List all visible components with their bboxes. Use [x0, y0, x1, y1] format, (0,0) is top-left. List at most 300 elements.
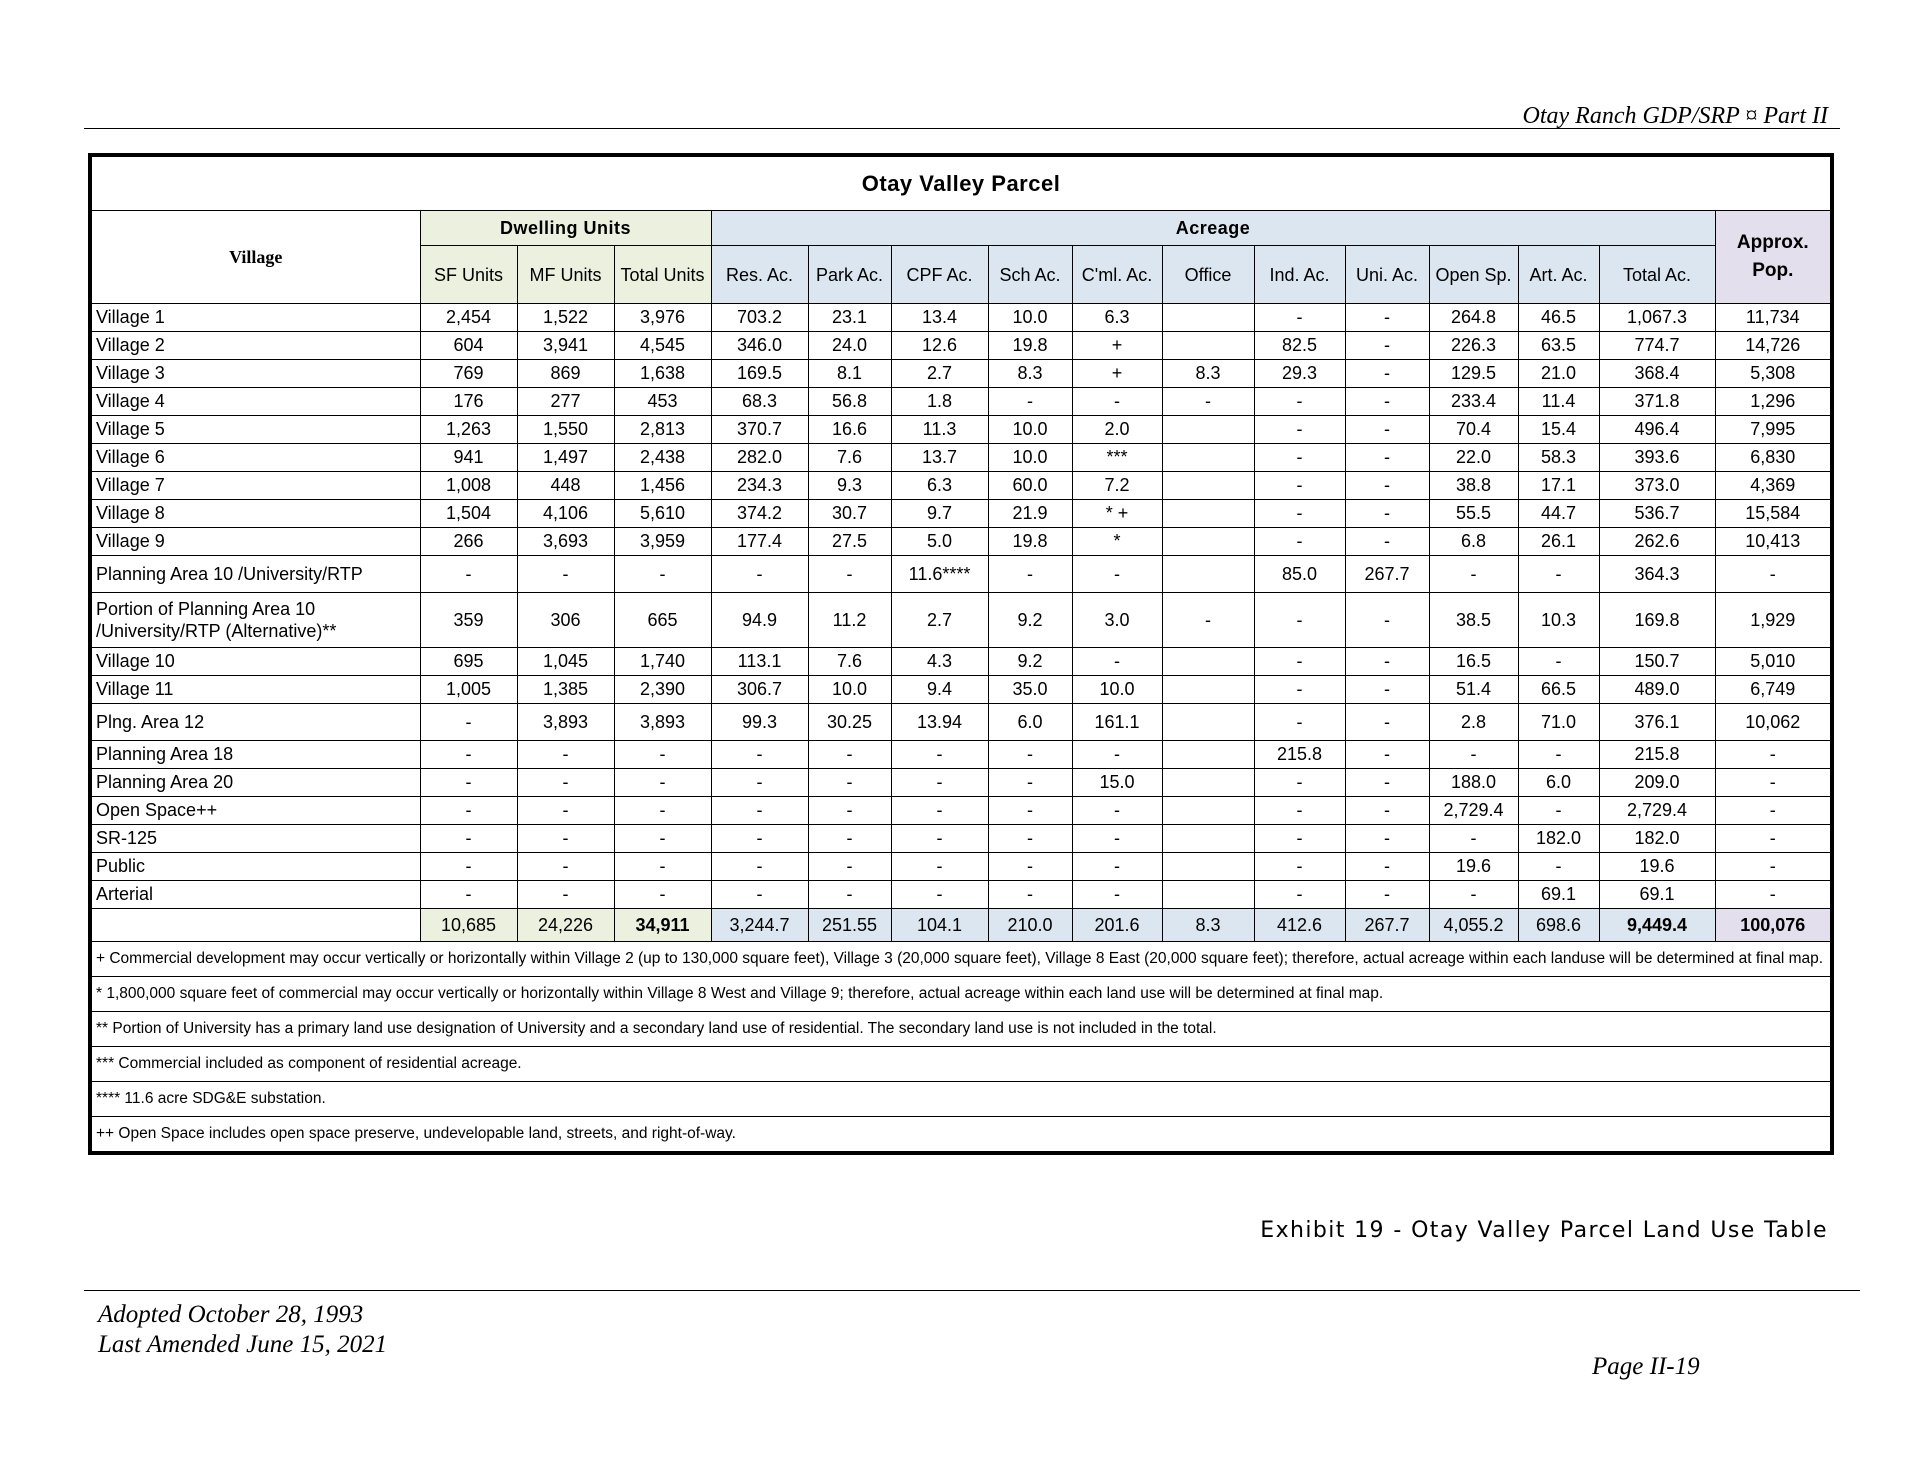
table-cell: 71.0: [1518, 704, 1599, 741]
table-cell: -: [808, 825, 891, 853]
table-cell: 46.5: [1518, 304, 1599, 332]
table-cell: 10.0: [988, 304, 1072, 332]
footnote-text: **** 11.6 acre SDG&E substation.: [90, 1082, 1832, 1117]
table-cell: 12.6: [891, 332, 988, 360]
column-header: Park Ac.: [808, 246, 891, 304]
table-cell: 226.3: [1429, 332, 1518, 360]
total-cell: 251.55: [808, 909, 891, 942]
table-cell: [1162, 676, 1254, 704]
village-name-cell: Village 5: [90, 416, 420, 444]
table-cell: 3,959: [614, 528, 711, 556]
table-cell: -: [891, 797, 988, 825]
table-cell: -: [1254, 528, 1345, 556]
footnote-text: ** Portion of University has a primary land use designation of University and a secondary land use of residential. The secondary land use is not included in the total.: [90, 1012, 1832, 1047]
table-row: [90, 304, 1832, 332]
table-cell: 24.0: [808, 332, 891, 360]
page-number: Page II-19: [1592, 1353, 1700, 1380]
table-row: [90, 556, 1832, 593]
table-cell: 7.6: [808, 648, 891, 676]
table-cell: [1162, 704, 1254, 741]
table-cell: 11.2: [808, 593, 891, 648]
table-cell: 68.3: [711, 388, 808, 416]
table-cell: 1,504: [420, 500, 517, 528]
footnote-text: * 1,800,000 square feet of commercial may occur vertically or horizontally within Village 8 West and Village 9; therefore, actual acreage within each land use will be determined at final map.: [90, 977, 1832, 1012]
table-cell: 70.4: [1429, 416, 1518, 444]
table-cell: 1,067.3: [1599, 304, 1715, 332]
table-cell: -: [1254, 648, 1345, 676]
table-cell: 21.0: [1518, 360, 1599, 388]
table-cell: -: [1518, 556, 1599, 593]
table-cell: 1,497: [517, 444, 614, 472]
table-cell: [1162, 304, 1254, 332]
table-cell: 306.7: [711, 676, 808, 704]
table-cell: -: [1345, 444, 1429, 472]
table-cell: -: [1072, 881, 1162, 909]
table-cell: -: [891, 741, 988, 769]
table-cell: 16.6: [808, 416, 891, 444]
table-cell: 17.1: [1518, 472, 1599, 500]
table-cell: 176: [420, 388, 517, 416]
table-cell: -: [1345, 881, 1429, 909]
table-cell: -: [1072, 797, 1162, 825]
table-cell: 15.4: [1518, 416, 1599, 444]
table-cell: -: [1072, 825, 1162, 853]
table-cell: -: [1518, 797, 1599, 825]
table-cell: 1,263: [420, 416, 517, 444]
table-cell: 6.0: [988, 704, 1072, 741]
table-cell: -: [1254, 704, 1345, 741]
village-name-cell: Village 7: [90, 472, 420, 500]
table-cell: 30.7: [808, 500, 891, 528]
table-cell: [1162, 332, 1254, 360]
table-cell: -: [614, 881, 711, 909]
table-cell: -: [517, 853, 614, 881]
table-cell: 11.4: [1518, 388, 1599, 416]
table-cell: 6.3: [1072, 304, 1162, 332]
table-row: [90, 360, 1832, 388]
column-header: Total Ac.: [1599, 246, 1715, 304]
table-cell: 4,369: [1715, 472, 1832, 500]
table-cell: -: [891, 881, 988, 909]
document-header-title: Otay Ranch GDP/SRP ¤ Part II: [1522, 103, 1828, 129]
table-cell: 26.1: [1518, 528, 1599, 556]
village-name-cell: Village 8: [90, 500, 420, 528]
total-cell: 210.0: [988, 909, 1072, 942]
table-cell: 69.1: [1518, 881, 1599, 909]
total-cell: 34,911: [614, 909, 711, 942]
table-cell: -: [988, 556, 1072, 593]
table-cell: +: [1072, 360, 1162, 388]
table-row: [90, 444, 1832, 472]
land-use-table: [88, 153, 1834, 1155]
table-cell: -: [614, 556, 711, 593]
table-cell: -: [1345, 416, 1429, 444]
table-cell: -: [988, 881, 1072, 909]
village-name-cell: Village 10: [90, 648, 420, 676]
table-cell: -: [1254, 853, 1345, 881]
table-cell: -: [711, 881, 808, 909]
total-cell: 267.7: [1345, 909, 1429, 942]
table-cell: [1162, 416, 1254, 444]
village-name-cell: Plng. Area 12: [90, 704, 420, 741]
table-cell: -: [1254, 593, 1345, 648]
total-cell: 24,226: [517, 909, 614, 942]
table-cell: -: [420, 881, 517, 909]
table-cell: -: [711, 769, 808, 797]
table-cell: 13.7: [891, 444, 988, 472]
table-cell: -: [420, 825, 517, 853]
table-cell: 13.4: [891, 304, 988, 332]
table-cell: 215.8: [1599, 741, 1715, 769]
table-cell: -: [614, 797, 711, 825]
table-cell: -: [1345, 797, 1429, 825]
table-cell: -: [420, 704, 517, 741]
village-name-cell: Planning Area 18: [90, 741, 420, 769]
footer-rule: [84, 1290, 1860, 1291]
table-cell: 3,976: [614, 304, 711, 332]
table-row: [90, 825, 1832, 853]
village-name-cell: Village 4: [90, 388, 420, 416]
table-cell: -: [1715, 881, 1832, 909]
table-cell: -: [1254, 304, 1345, 332]
table-cell: 9.4: [891, 676, 988, 704]
table-cell: 5,010: [1715, 648, 1832, 676]
total-cell: 4,055.2: [1429, 909, 1518, 942]
table-cell: 11,734: [1715, 304, 1832, 332]
table-cell: 66.5: [1518, 676, 1599, 704]
village-name-cell: Open Space++: [90, 797, 420, 825]
table-cell: [1162, 472, 1254, 500]
table-cell: 233.4: [1429, 388, 1518, 416]
table-cell: -: [711, 556, 808, 593]
table-cell: -: [1254, 797, 1345, 825]
table-cell: 7.2: [1072, 472, 1162, 500]
table-cell: -: [808, 769, 891, 797]
table-cell: 60.0: [988, 472, 1072, 500]
table-cell: [1162, 769, 1254, 797]
table-cell: 703.2: [711, 304, 808, 332]
table-cell: -: [1254, 472, 1345, 500]
table-row: [90, 416, 1832, 444]
footnote-text: + Commercial development may occur vertically or horizontally within Village 2 (up to 130,000 square feet), Village 3 (20,000 square feet), Village 8 East (20,000 square feet); therefore, actual acreage within each landuse will be determined at final map.: [90, 942, 1832, 977]
column-header: Sch Ac.: [988, 246, 1072, 304]
table-cell: -: [1345, 704, 1429, 741]
table-cell: 55.5: [1429, 500, 1518, 528]
table-cell: 7.6: [808, 444, 891, 472]
table-cell: 3,693: [517, 528, 614, 556]
table-cell: 346.0: [711, 332, 808, 360]
table-cell: 38.8: [1429, 472, 1518, 500]
table-cell: 496.4: [1599, 416, 1715, 444]
table-cell: 267.7: [1345, 556, 1429, 593]
table-cell: 3,893: [614, 704, 711, 741]
table-cell: 63.5: [1518, 332, 1599, 360]
footer-dates: [98, 1300, 387, 1360]
table-cell: -: [1345, 676, 1429, 704]
table-cell: -: [517, 741, 614, 769]
total-cell: 9,449.4: [1599, 909, 1715, 942]
table-cell: 44.7: [1518, 500, 1599, 528]
column-header: SF Units: [420, 246, 517, 304]
table-cell: [1162, 648, 1254, 676]
table-row: [90, 528, 1832, 556]
table-cell: [1162, 556, 1254, 593]
table-cell: -: [517, 556, 614, 593]
table-row: [90, 648, 1832, 676]
table-cell: 6.8: [1429, 528, 1518, 556]
footnote-row: [90, 977, 1832, 1012]
table-cell: -: [891, 769, 988, 797]
table-cell: 3,893: [517, 704, 614, 741]
table-cell: 376.1: [1599, 704, 1715, 741]
table-cell: -: [420, 853, 517, 881]
table-cell: -: [1345, 360, 1429, 388]
table-cell: -: [1345, 472, 1429, 500]
table-cell: -: [420, 769, 517, 797]
table-cell: 1,522: [517, 304, 614, 332]
table-cell: 665: [614, 593, 711, 648]
table-cell: -: [711, 797, 808, 825]
table-cell: 536.7: [1599, 500, 1715, 528]
table-cell: -: [1518, 853, 1599, 881]
table-cell: 9.7: [891, 500, 988, 528]
table-cell: -: [1518, 648, 1599, 676]
column-header: Open Sp.: [1429, 246, 1518, 304]
table-cell: -: [988, 388, 1072, 416]
table-cell: 10.0: [1072, 676, 1162, 704]
table-cell: 10.0: [988, 416, 1072, 444]
table-cell: 3,941: [517, 332, 614, 360]
table-cell: 35.0: [988, 676, 1072, 704]
table-cell: 306: [517, 593, 614, 648]
table-cell: -: [517, 825, 614, 853]
table-cell: 370.7: [711, 416, 808, 444]
footnote-text: ++ Open Space includes open space preserve, undevelopable land, streets, and right-of-way.: [90, 1117, 1832, 1154]
table-cell: -: [1429, 881, 1518, 909]
table-cell: -: [1345, 332, 1429, 360]
table-cell: 5,308: [1715, 360, 1832, 388]
total-cell: 412.6: [1254, 909, 1345, 942]
table-cell: 22.0: [1429, 444, 1518, 472]
table-cell: 169.5: [711, 360, 808, 388]
table-cell: 393.6: [1599, 444, 1715, 472]
table-cell: -: [1072, 853, 1162, 881]
table-cell: [1162, 528, 1254, 556]
table-cell: -: [420, 741, 517, 769]
table-cell: -: [1254, 388, 1345, 416]
table-cell: -: [808, 556, 891, 593]
table-cell: 9.2: [988, 593, 1072, 648]
table-cell: 9.2: [988, 648, 1072, 676]
table-cell: 58.3: [1518, 444, 1599, 472]
table-title: Otay Valley Parcel: [90, 155, 1832, 211]
table-cell: 10.0: [988, 444, 1072, 472]
table-cell: 15.0: [1072, 769, 1162, 797]
table-cell: [1162, 825, 1254, 853]
table-cell: -: [1254, 769, 1345, 797]
table-cell: -: [1162, 388, 1254, 416]
table-cell: 2,813: [614, 416, 711, 444]
table-cell: -: [1072, 741, 1162, 769]
column-header: MF Units: [517, 246, 614, 304]
table-cell: 8.3: [988, 360, 1072, 388]
table-cell: 82.5: [1254, 332, 1345, 360]
table-cell: -: [1345, 593, 1429, 648]
table-cell: 1,456: [614, 472, 711, 500]
village-name-cell: Village 11: [90, 676, 420, 704]
table-cell: -: [1345, 388, 1429, 416]
table-cell: 51.4: [1429, 676, 1518, 704]
table-cell: -: [1715, 853, 1832, 881]
table-cell: 6,749: [1715, 676, 1832, 704]
table-cell: 1,385: [517, 676, 614, 704]
total-cell: 3,244.7: [711, 909, 808, 942]
table-cell: 266: [420, 528, 517, 556]
approx-pop-header: Approx. Pop.: [1715, 211, 1832, 304]
footnote-row: [90, 1047, 1832, 1082]
table-cell: -: [517, 769, 614, 797]
village-column-header: Village: [90, 211, 420, 304]
table-cell: 69.1: [1599, 881, 1715, 909]
dwelling-units-group-header: Dwelling Units: [420, 211, 711, 246]
table-cell: 282.0: [711, 444, 808, 472]
table-cell: 9.3: [808, 472, 891, 500]
table-cell: * +: [1072, 500, 1162, 528]
table-cell: 453: [614, 388, 711, 416]
table-cell: -: [1345, 741, 1429, 769]
table-cell: -: [1715, 825, 1832, 853]
table-cell: -: [1254, 444, 1345, 472]
village-name-cell: SR-125: [90, 825, 420, 853]
village-name-cell: Planning Area 10 /University/RTP: [90, 556, 420, 593]
table-cell: 13.94: [891, 704, 988, 741]
table-cell: 11.3: [891, 416, 988, 444]
table-cell: 182.0: [1599, 825, 1715, 853]
table-cell: -: [1254, 416, 1345, 444]
table-cell: 7,995: [1715, 416, 1832, 444]
acreage-group-header: Acreage: [711, 211, 1715, 246]
column-header: CPF Ac.: [891, 246, 988, 304]
table-cell: 364.3: [1599, 556, 1715, 593]
table-cell: -: [808, 741, 891, 769]
table-cell: 19.8: [988, 332, 1072, 360]
table-cell: *: [1072, 528, 1162, 556]
table-cell: -: [517, 881, 614, 909]
table-cell: 10,413: [1715, 528, 1832, 556]
table-cell: 234.3: [711, 472, 808, 500]
column-header: Office: [1162, 246, 1254, 304]
table-cell: -: [1345, 528, 1429, 556]
table-cell: 1,740: [614, 648, 711, 676]
table-cell: -: [1715, 741, 1832, 769]
table-cell: 5.0: [891, 528, 988, 556]
table-cell: 769: [420, 360, 517, 388]
table-cell: 15,584: [1715, 500, 1832, 528]
table-cell: 99.3: [711, 704, 808, 741]
table-cell: 2,438: [614, 444, 711, 472]
table-cell: -: [808, 881, 891, 909]
table-cell: 4,545: [614, 332, 711, 360]
table-cell: 3.0: [1072, 593, 1162, 648]
table-cell: 2.0: [1072, 416, 1162, 444]
village-name-cell: Public: [90, 853, 420, 881]
table-row: [90, 332, 1832, 360]
total-cell: 104.1: [891, 909, 988, 942]
table-cell: 19.6: [1429, 853, 1518, 881]
table-cell: 161.1: [1072, 704, 1162, 741]
table-cell: 6.3: [891, 472, 988, 500]
table-cell: 6.0: [1518, 769, 1599, 797]
table-cell: 209.0: [1599, 769, 1715, 797]
village-name-cell: Portion of Planning Area 10 /University/RTP (Alternative)**: [90, 593, 420, 648]
table-cell: [1162, 797, 1254, 825]
table-cell: 264.8: [1429, 304, 1518, 332]
table-cell: 215.8: [1254, 741, 1345, 769]
table-row: [90, 676, 1832, 704]
table-cell: 169.8: [1599, 593, 1715, 648]
table-cell: -: [1715, 797, 1832, 825]
table-cell: 374.2: [711, 500, 808, 528]
table-cell: 1,008: [420, 472, 517, 500]
table-cell: -: [711, 853, 808, 881]
table-cell: 10.3: [1518, 593, 1599, 648]
table-cell: -: [420, 556, 517, 593]
totals-row: [90, 909, 1832, 942]
table-cell: 1,045: [517, 648, 614, 676]
table-cell: -: [517, 797, 614, 825]
table-cell: 277: [517, 388, 614, 416]
table-cell: -: [988, 741, 1072, 769]
table-cell: -: [1518, 741, 1599, 769]
table-cell: -: [1345, 853, 1429, 881]
table-cell: -: [1162, 593, 1254, 648]
table-cell: 1,005: [420, 676, 517, 704]
table-cell: -: [614, 741, 711, 769]
table-cell: 4,106: [517, 500, 614, 528]
table-cell: -: [808, 853, 891, 881]
adopted-date: Adopted October 28, 1993: [98, 1301, 364, 1328]
village-name-cell: Arterial: [90, 881, 420, 909]
table-cell: -: [988, 769, 1072, 797]
table-cell: [1162, 500, 1254, 528]
table-cell: 774.7: [1599, 332, 1715, 360]
table-cell: 604: [420, 332, 517, 360]
table-row: [90, 388, 1832, 416]
table-cell: 23.1: [808, 304, 891, 332]
table-cell: -: [1254, 500, 1345, 528]
table-cell: -: [614, 825, 711, 853]
table-cell: -: [988, 853, 1072, 881]
table-cell: 94.9: [711, 593, 808, 648]
table-cell: -: [1072, 648, 1162, 676]
table-cell: 16.5: [1429, 648, 1518, 676]
village-name-cell: Village 3: [90, 360, 420, 388]
totals-label-cell: [90, 909, 420, 942]
table-cell: -: [808, 797, 891, 825]
table-row: [90, 704, 1832, 741]
table-cell: 1,550: [517, 416, 614, 444]
table-row: [90, 853, 1832, 881]
table-cell: 373.0: [1599, 472, 1715, 500]
amended-date: Last Amended June 15, 2021: [98, 1331, 388, 1358]
table-cell: 8.3: [1162, 360, 1254, 388]
table-cell: 188.0: [1429, 769, 1518, 797]
table-cell: 1,638: [614, 360, 711, 388]
table-cell: -: [1254, 881, 1345, 909]
table-cell: 2,454: [420, 304, 517, 332]
table-cell: -: [1345, 648, 1429, 676]
table-cell: 1,296: [1715, 388, 1832, 416]
